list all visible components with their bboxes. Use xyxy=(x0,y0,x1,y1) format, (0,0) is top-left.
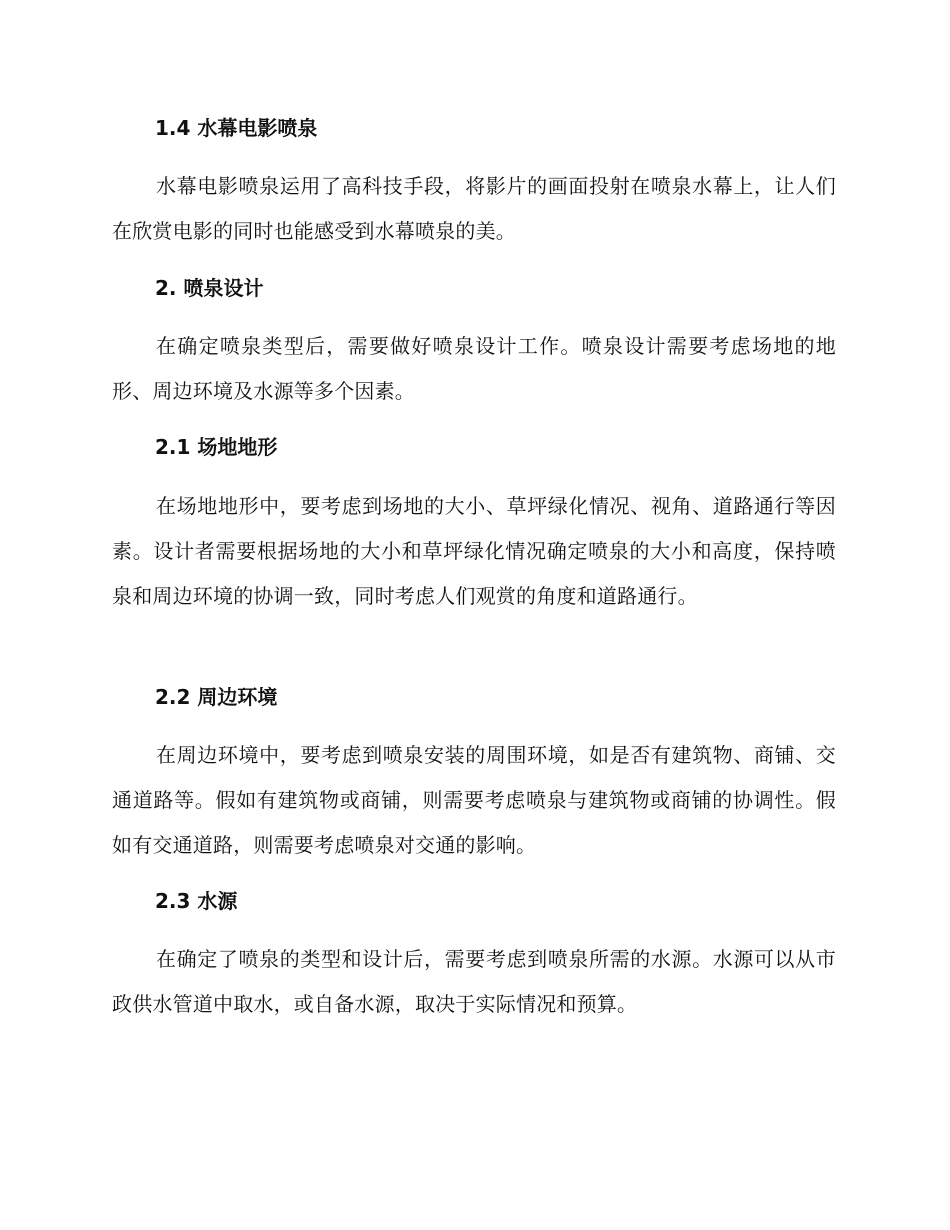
section-heading-water-screen-movie-fountain: 1.4 水幕电影喷泉 xyxy=(155,116,318,140)
section-paragraph-water-source: 在确定了喷泉的类型和设计后，需要考虑到喷泉所需的水源。水源可以从市政供水管道中取水，或自备水源，取决于实际情况和预算。 xyxy=(112,947,836,1016)
section-heading-site-terrain: 2.1 场地地形 xyxy=(155,435,278,459)
section-paragraph-fountain-design: 在确定喷泉类型后，需要做好喷泉设计工作。喷泉设计需要考虑场地的地形、周边环境及水源等多个因素。 xyxy=(112,334,836,403)
section-heading-surrounding-environment: 2.2 周边环境 xyxy=(155,685,278,709)
section-paragraph-water-screen-movie-fountain: 水幕电影喷泉运用了高科技手段，将影片的画面投射在喷泉水幕上，让人们在欣赏电影的同时也能感受到水幕喷泉的美。 xyxy=(112,174,836,243)
section-paragraph-site-terrain: 在场地地形中，要考虑到场地的大小、草坪绿化情况、视角、道路通行等因素。设计者需要根据场地的大小和草坪绿化情况确定喷泉的大小和高度，保持喷泉和周边环境的协调一致，同时考虑人们观赏的角度和道路通行。 xyxy=(112,494,836,608)
section-heading-water-source: 2.3 水源 xyxy=(155,889,238,913)
section-heading-fountain-design: 2. 喷泉设计 xyxy=(155,276,264,300)
section-paragraph-surrounding-environment: 在周边环境中，要考虑到喷泉安装的周围环境，如是否有建筑物、商铺、交通道路等。假如有建筑物或商铺，则需要考虑喷泉与建筑物或商铺的协调性。假如有交通道路，则需要考虑喷泉对交通的影响。 xyxy=(112,743,836,857)
